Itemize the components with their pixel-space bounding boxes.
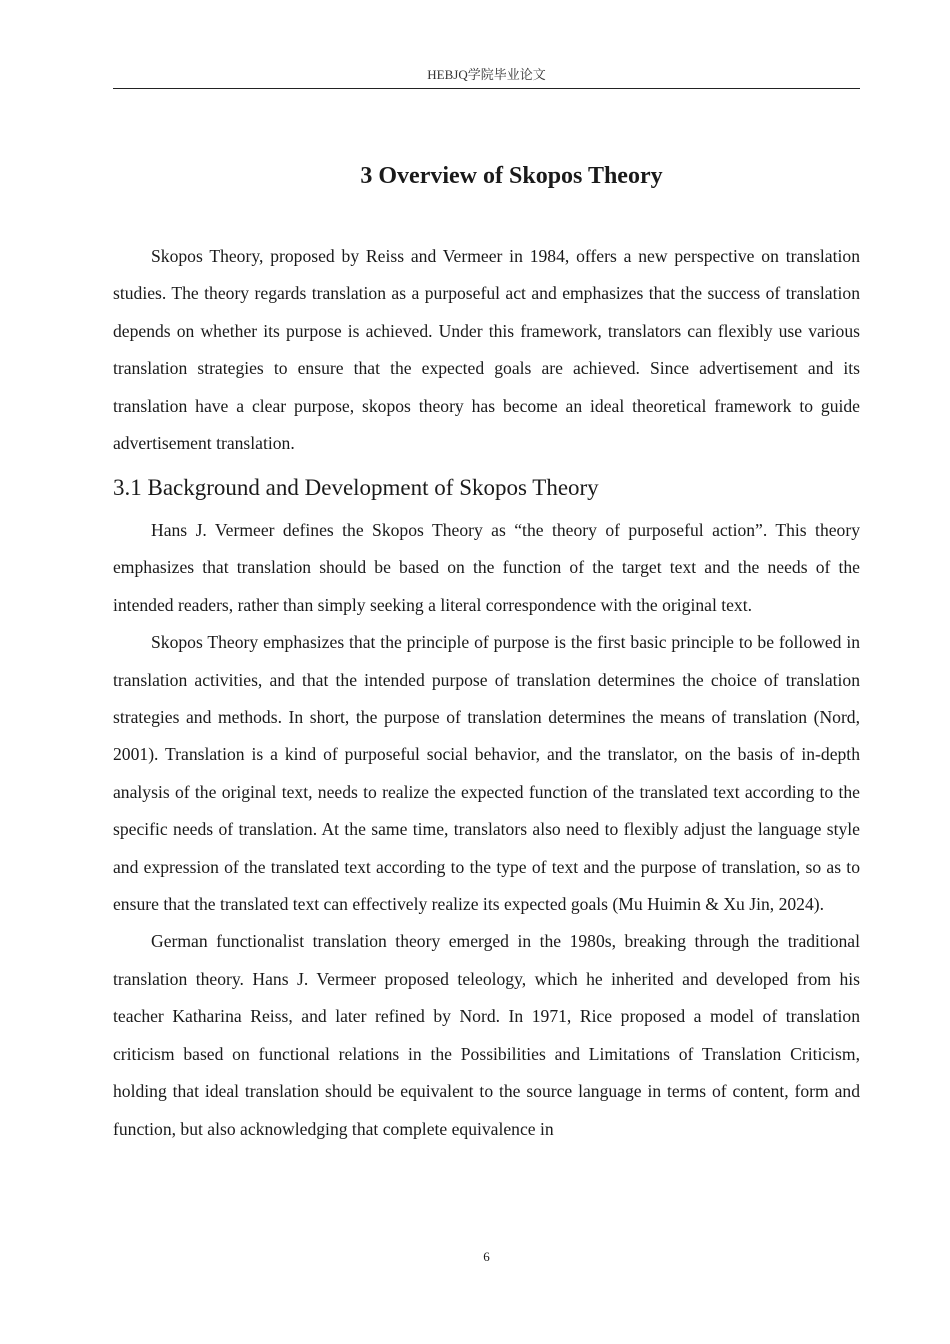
section-body bbox=[113, 512, 860, 1148]
chapter-intro bbox=[113, 238, 860, 462]
body-paragraph: Hans J. Vermeer defines the Skopos Theory as “the theory of purposeful action”. This theory emphasizes that translation should be based on the function of the target text and the needs of the intended readers, rather than simply seeking a literal correspondence with the original text. bbox=[113, 520, 860, 615]
header-rule bbox=[113, 88, 860, 89]
body-paragraph: Skopos Theory emphasizes that the principle of purpose is the first basic principle to be followed in translation activities, and that the intended purpose of translation determines the choice of translation strategies and methods. In short, the purpose of translation determines the means of translation (Nord, 2001). Translation is a kind of purposeful social behavior, and the translator, on the basis of in-depth analysis of the original text, needs to realize the expected function of the translated text according to the specific needs of translation. At the same time, translators also need to flexibly adjust the language style and expression of the translated text according to the type of text and the purpose of translation, so as to ensure that the translated text can effectively realize its expected goals (Mu Huimin & Xu Jin, 2024). bbox=[113, 632, 860, 915]
intro-paragraph: Skopos Theory, proposed by Reiss and Vermeer in 1984, offers a new perspective on translation studies. The theory regards translation as a purposeful act and emphasizes that the success of translation depends on whether its purpose is achieved. Under this framework, translators can flexibly use various translation strategies to ensure that the expected goals are achieved. Since advertisement and its translation have a clear purpose, skopos theory has become an ideal theoretical framework to guide advertisement translation. bbox=[113, 246, 860, 454]
chapter-title: 3 Overview of Skopos Theory bbox=[360, 163, 663, 189]
page-number: 6 bbox=[483, 1249, 490, 1264]
running-header: HEBJQ学院毕业论文 bbox=[427, 67, 546, 82]
body-paragraph: German functionalist translation theory emerged in the 1980s, breaking through the traditional translation theory. Hans J. Vermeer proposed teleology, which he inherited and developed from his teacher Katharina Reiss, and later refined by Nord. In 1971, Rice proposed a model of translation criticism based on functional relations in the Possibilities and Limitations of Translation Criticism, holding that ideal translation should be equivalent to the source language in terms of content, form and function, but also acknowledging that complete equivalence in bbox=[113, 931, 860, 1139]
section-heading: 3.1 Background and Development of Skopos Theory bbox=[113, 475, 599, 500]
